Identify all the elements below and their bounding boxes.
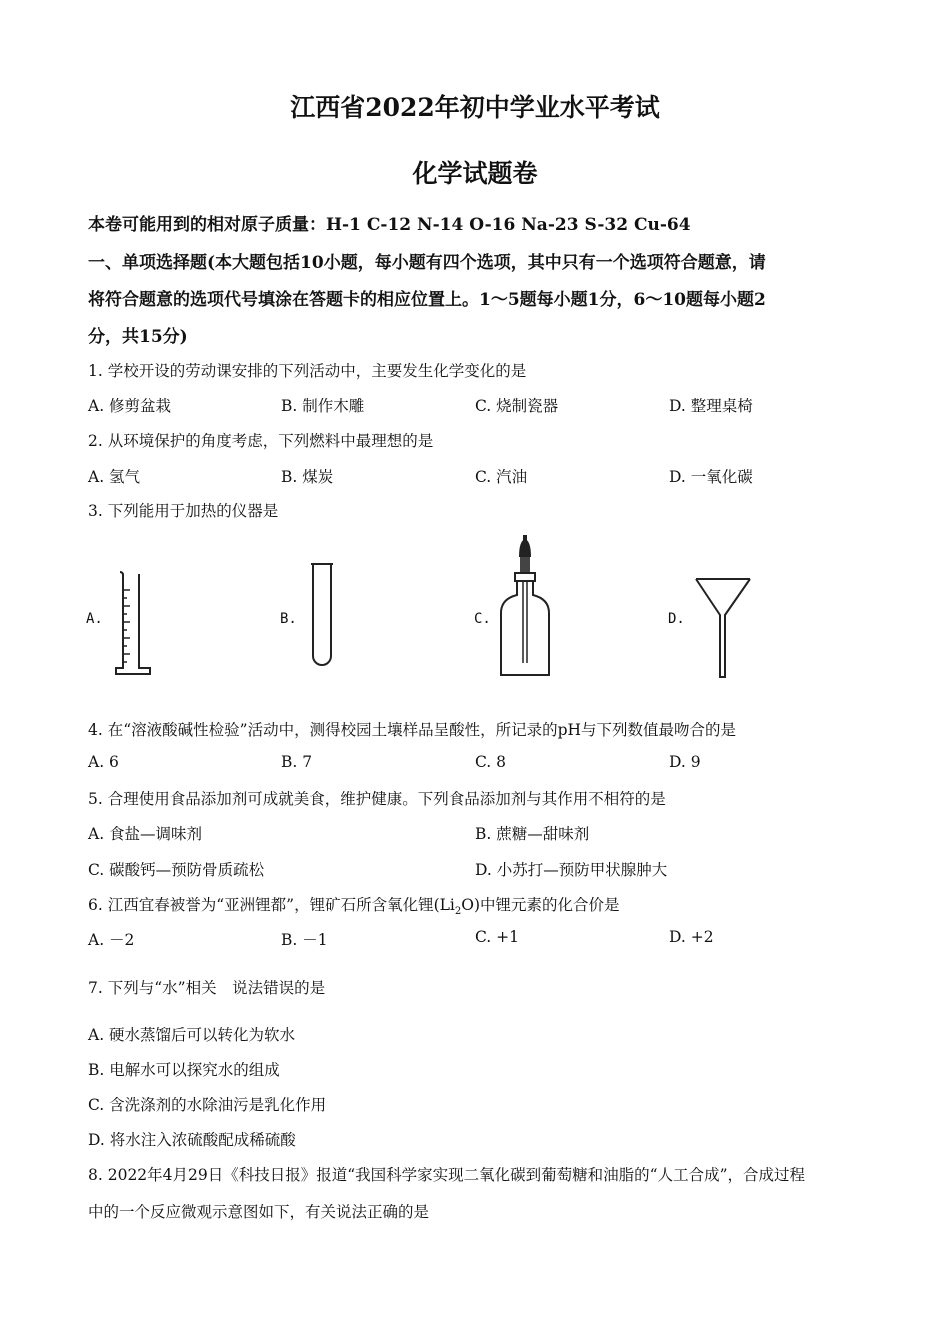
question-1-option-c: C. 烧制瓷器 bbox=[475, 397, 559, 415]
question-6-stem-part2: O)中锂元素的化合价是 bbox=[461, 896, 620, 914]
question-1-stem: 1. 学校开设的劳动课安排的下列活动中，主要发生化学变化的是 bbox=[88, 362, 527, 380]
question-7-option-c: C. 含洗涤剂的水除油污是乳化作用 bbox=[88, 1096, 327, 1114]
question-6-stem-part1: 6. 江西宜春被誉为“亚洲锂都”，锂矿石所含氧化锂(Li bbox=[88, 896, 455, 914]
test-tube-icon bbox=[306, 560, 338, 672]
atomic-masses: 本卷可能用到的相对原子质量：H-1 C-12 N-14 O-16 Na-23 S-32 Cu-64 bbox=[88, 215, 691, 235]
question-8-stem-line1: 8. 2022年4月29日《科技日报》报道“我国科学家实现二氧化碳到葡萄糖和油脂的“人工合成”，合成过程 bbox=[88, 1166, 806, 1184]
question-2-option-a: A. 氢气 bbox=[88, 468, 141, 486]
question-5-option-c: C. 碳酸钙—预防骨质疏松 bbox=[88, 861, 265, 879]
question-2-option-c: C. 汽油 bbox=[475, 468, 528, 486]
question-1-option-a: A. 修剪盆栽 bbox=[88, 397, 172, 415]
question-4-option-b: B. 7 bbox=[281, 753, 313, 771]
question-7-option-d: D. 将水注入浓硫酸配成稀硫酸 bbox=[88, 1131, 296, 1149]
question-8-stem-line2: 中的一个反应微观示意图如下，有关说法正确的是 bbox=[88, 1203, 430, 1221]
question-6-option-d: D. +2 bbox=[669, 928, 714, 946]
question-7-option-b: B. 电解水可以探究水的组成 bbox=[88, 1061, 280, 1079]
question-7-option-a: A. 硬水蒸馏后可以转化为软水 bbox=[88, 1026, 296, 1044]
question-2-option-d: D. 一氧化碳 bbox=[669, 468, 753, 486]
question-2-option-b: B. 煤炭 bbox=[281, 468, 334, 486]
question-5-stem: 5. 合理使用食品添加剂可成就美食，维护健康。下列食品添加剂与其作用不相符的是 bbox=[88, 790, 666, 808]
exam-title: 江西省2022年初中学业水平考试 bbox=[290, 93, 660, 122]
section-instructions-line1: 一、单项选择题(本大题包括10小题，每小题有四个选项，其中只有一个选项符合题意，请 bbox=[88, 253, 766, 273]
question-3-stem: 3. 下列能用于加热的仪器是 bbox=[88, 502, 279, 520]
section-instructions-line2: 将符合题意的选项代号填涂在答题卡的相应位置上。1～5题每小题1分，6～10题每小题2 bbox=[88, 290, 766, 310]
question-6-option-a: A. －2 bbox=[88, 931, 135, 949]
funnel-icon bbox=[694, 575, 754, 681]
dropper-bottle-icon bbox=[496, 535, 554, 681]
question-5-option-a: A. 食盐—调味剂 bbox=[88, 825, 203, 843]
question-4-option-a: A. 6 bbox=[88, 753, 119, 771]
question-1-option-b: B. 制作木雕 bbox=[281, 397, 365, 415]
exam-subtitle: 化学试题卷 bbox=[412, 159, 538, 188]
graduated-cylinder-icon bbox=[108, 568, 158, 680]
question-6-subscript: 2 bbox=[454, 906, 462, 918]
question-6-stem bbox=[88, 893, 620, 917]
section-instructions-line3: 分，共15分) bbox=[88, 327, 188, 347]
question-3-option-c: C. bbox=[474, 611, 491, 627]
question-5-option-b: B. 蔗糖—甜味剂 bbox=[475, 825, 590, 843]
question-4-option-d: D. 9 bbox=[669, 753, 701, 771]
question-6-option-c: C. +1 bbox=[475, 928, 520, 946]
question-6-option-b: B. －1 bbox=[281, 931, 328, 949]
question-2-stem: 2. 从环境保护的角度考虑，下列燃料中最理想的是 bbox=[88, 432, 434, 450]
question-1-option-d: D. 整理桌椅 bbox=[669, 397, 753, 415]
question-7-stem: 7. 下列与“水”相关 说法错误的是 bbox=[88, 979, 326, 997]
question-3-option-a: A. bbox=[86, 611, 103, 627]
question-3-option-d: D. bbox=[668, 611, 685, 627]
question-4-option-c: C. 8 bbox=[475, 753, 507, 771]
question-3-option-b: B. bbox=[280, 611, 297, 627]
question-5-option-d: D. 小苏打—预防甲状腺肿大 bbox=[475, 861, 668, 879]
question-4-stem: 4. 在“溶液酸碱性检验”活动中，测得校园土壤样品呈酸性，所记录的pH与下列数值最吻合的是 bbox=[88, 721, 737, 739]
